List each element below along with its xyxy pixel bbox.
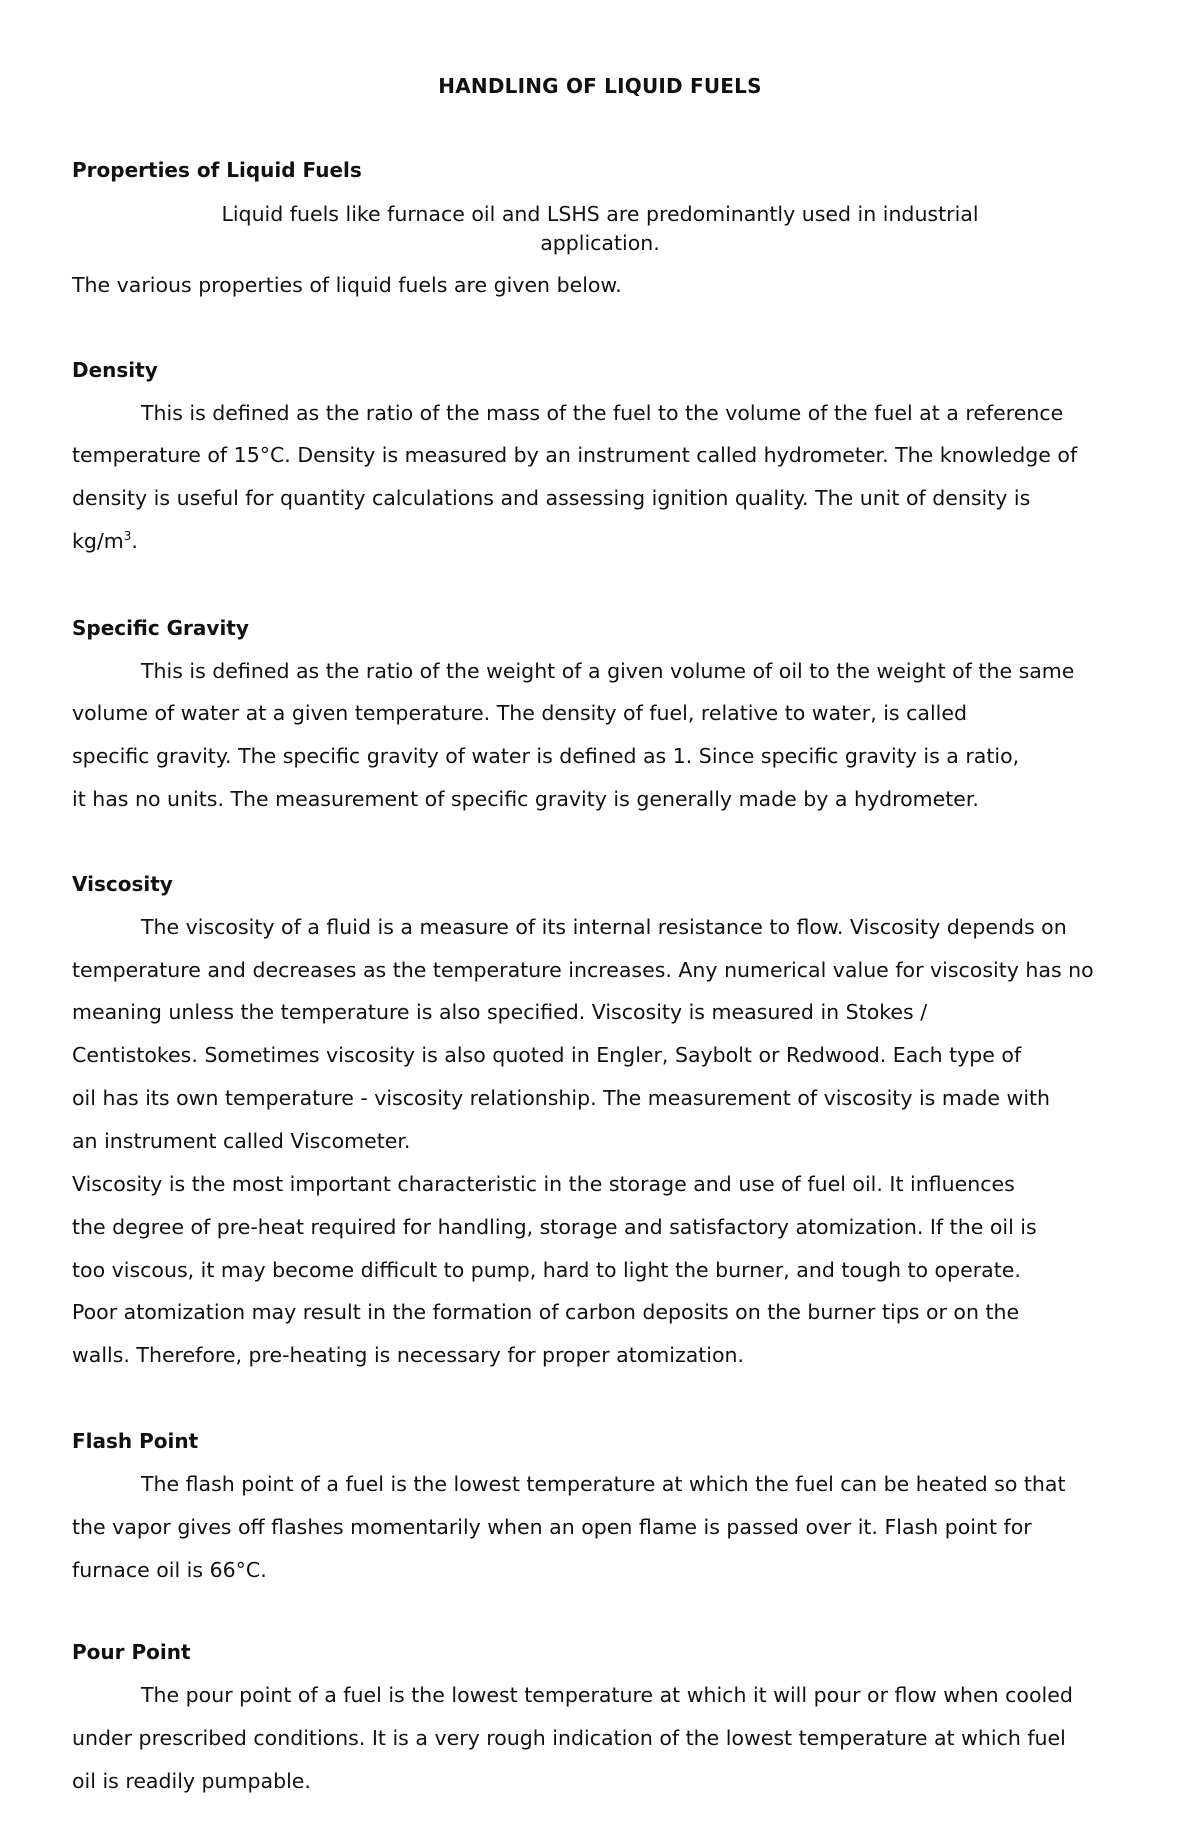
section-heading-viscosity: Viscosity xyxy=(72,872,173,896)
section-heading-specific-gravity: Specific Gravity xyxy=(72,616,249,640)
section-heading-density: Density xyxy=(72,358,158,382)
viscosity-line-4: Centistokes. Sometimes viscosity is also quoted in Engler, Saybolt or Redwood. Each type of xyxy=(72,1043,1022,1067)
density-unit xyxy=(72,529,138,553)
density-line-3: density is useful for quantity calculations and assessing ignition quality. The unit of density is xyxy=(72,486,1031,510)
density-unit-base: kg/m xyxy=(72,529,124,553)
flash-point-line-2: the vapor gives off flashes momentarily when an open flame is passed over it. Flash point for xyxy=(72,1515,1032,1539)
properties-intro-line-1: Liquid fuels like furnace oil and LSHS are predominantly used in industrial xyxy=(221,202,979,226)
viscosity-line-8: the degree of pre-heat required for handling, storage and satisfactory atomization. If the oil is xyxy=(72,1215,1037,1239)
properties-intro-line-2: application. xyxy=(540,231,660,255)
viscosity-line-5: oil has its own temperature - viscosity relationship. The measurement of viscosity is made with xyxy=(72,1086,1051,1110)
pour-point-line-3: oil is readily pumpable. xyxy=(72,1769,311,1793)
viscosity-line-9: too viscous, it may become difficult to pump, hard to light the burner, and tough to operate. xyxy=(72,1258,1021,1282)
specific-gravity-line-1: This is defined as the ratio of the weight of a given volume of oil to the weight of the same xyxy=(141,659,1075,683)
viscosity-line-1: The viscosity of a fluid is a measure of its internal resistance to flow. Viscosity depends on xyxy=(141,915,1067,939)
viscosity-line-7: Viscosity is the most important characteristic in the storage and use of fuel oil. It influences xyxy=(72,1172,1015,1196)
specific-gravity-line-3: specific gravity. The specific gravity of water is defined as 1. Since specific gravity is a ratio, xyxy=(72,744,1020,768)
density-line-1: This is defined as the ratio of the mass of the fuel to the volume of the fuel at a reference xyxy=(141,401,1064,425)
specific-gravity-line-2: volume of water at a given temperature. The density of fuel, relative to water, is called xyxy=(72,701,967,725)
density-unit-exponent: 3 xyxy=(123,529,132,544)
specific-gravity-line-4: it has no units. The measurement of specific gravity is generally made by a hydrometer. xyxy=(72,787,979,811)
viscosity-line-2: temperature and decreases as the temperature increases. Any numerical value for viscosity has no xyxy=(72,958,1094,982)
flash-point-line-3: furnace oil is 66°C. xyxy=(72,1558,267,1582)
section-heading-flash-point: Flash Point xyxy=(72,1429,199,1453)
section-heading-pour-point: Pour Point xyxy=(72,1640,191,1664)
pour-point-line-2: under prescribed conditions. It is a very rough indication of the lowest temperature at which fuel xyxy=(72,1726,1066,1750)
section-heading-properties: Properties of Liquid Fuels xyxy=(72,158,362,182)
pour-point-line-1: The pour point of a fuel is the lowest temperature at which it will pour or flow when cooled xyxy=(141,1683,1073,1707)
viscosity-line-6: an instrument called Viscometer. xyxy=(72,1129,411,1153)
viscosity-line-3: meaning unless the temperature is also specified. Viscosity is measured in Stokes / xyxy=(72,1000,928,1024)
viscosity-line-11: walls. Therefore, pre-heating is necessary for proper atomization. xyxy=(72,1343,745,1367)
density-unit-end: . xyxy=(131,529,138,553)
properties-intro-line-3: The various properties of liquid fuels are given below. xyxy=(72,273,622,297)
density-line-2: temperature of 15°C. Density is measured by an instrument called hydrometer. The knowledge of xyxy=(72,443,1078,467)
flash-point-line-1: The flash point of a fuel is the lowest temperature at which the fuel can be heated so that xyxy=(141,1472,1066,1496)
viscosity-line-10: Poor atomization may result in the formation of carbon deposits on the burner tips or on the xyxy=(72,1300,1020,1324)
document-title: HANDLING OF LIQUID FUELS xyxy=(438,74,762,98)
